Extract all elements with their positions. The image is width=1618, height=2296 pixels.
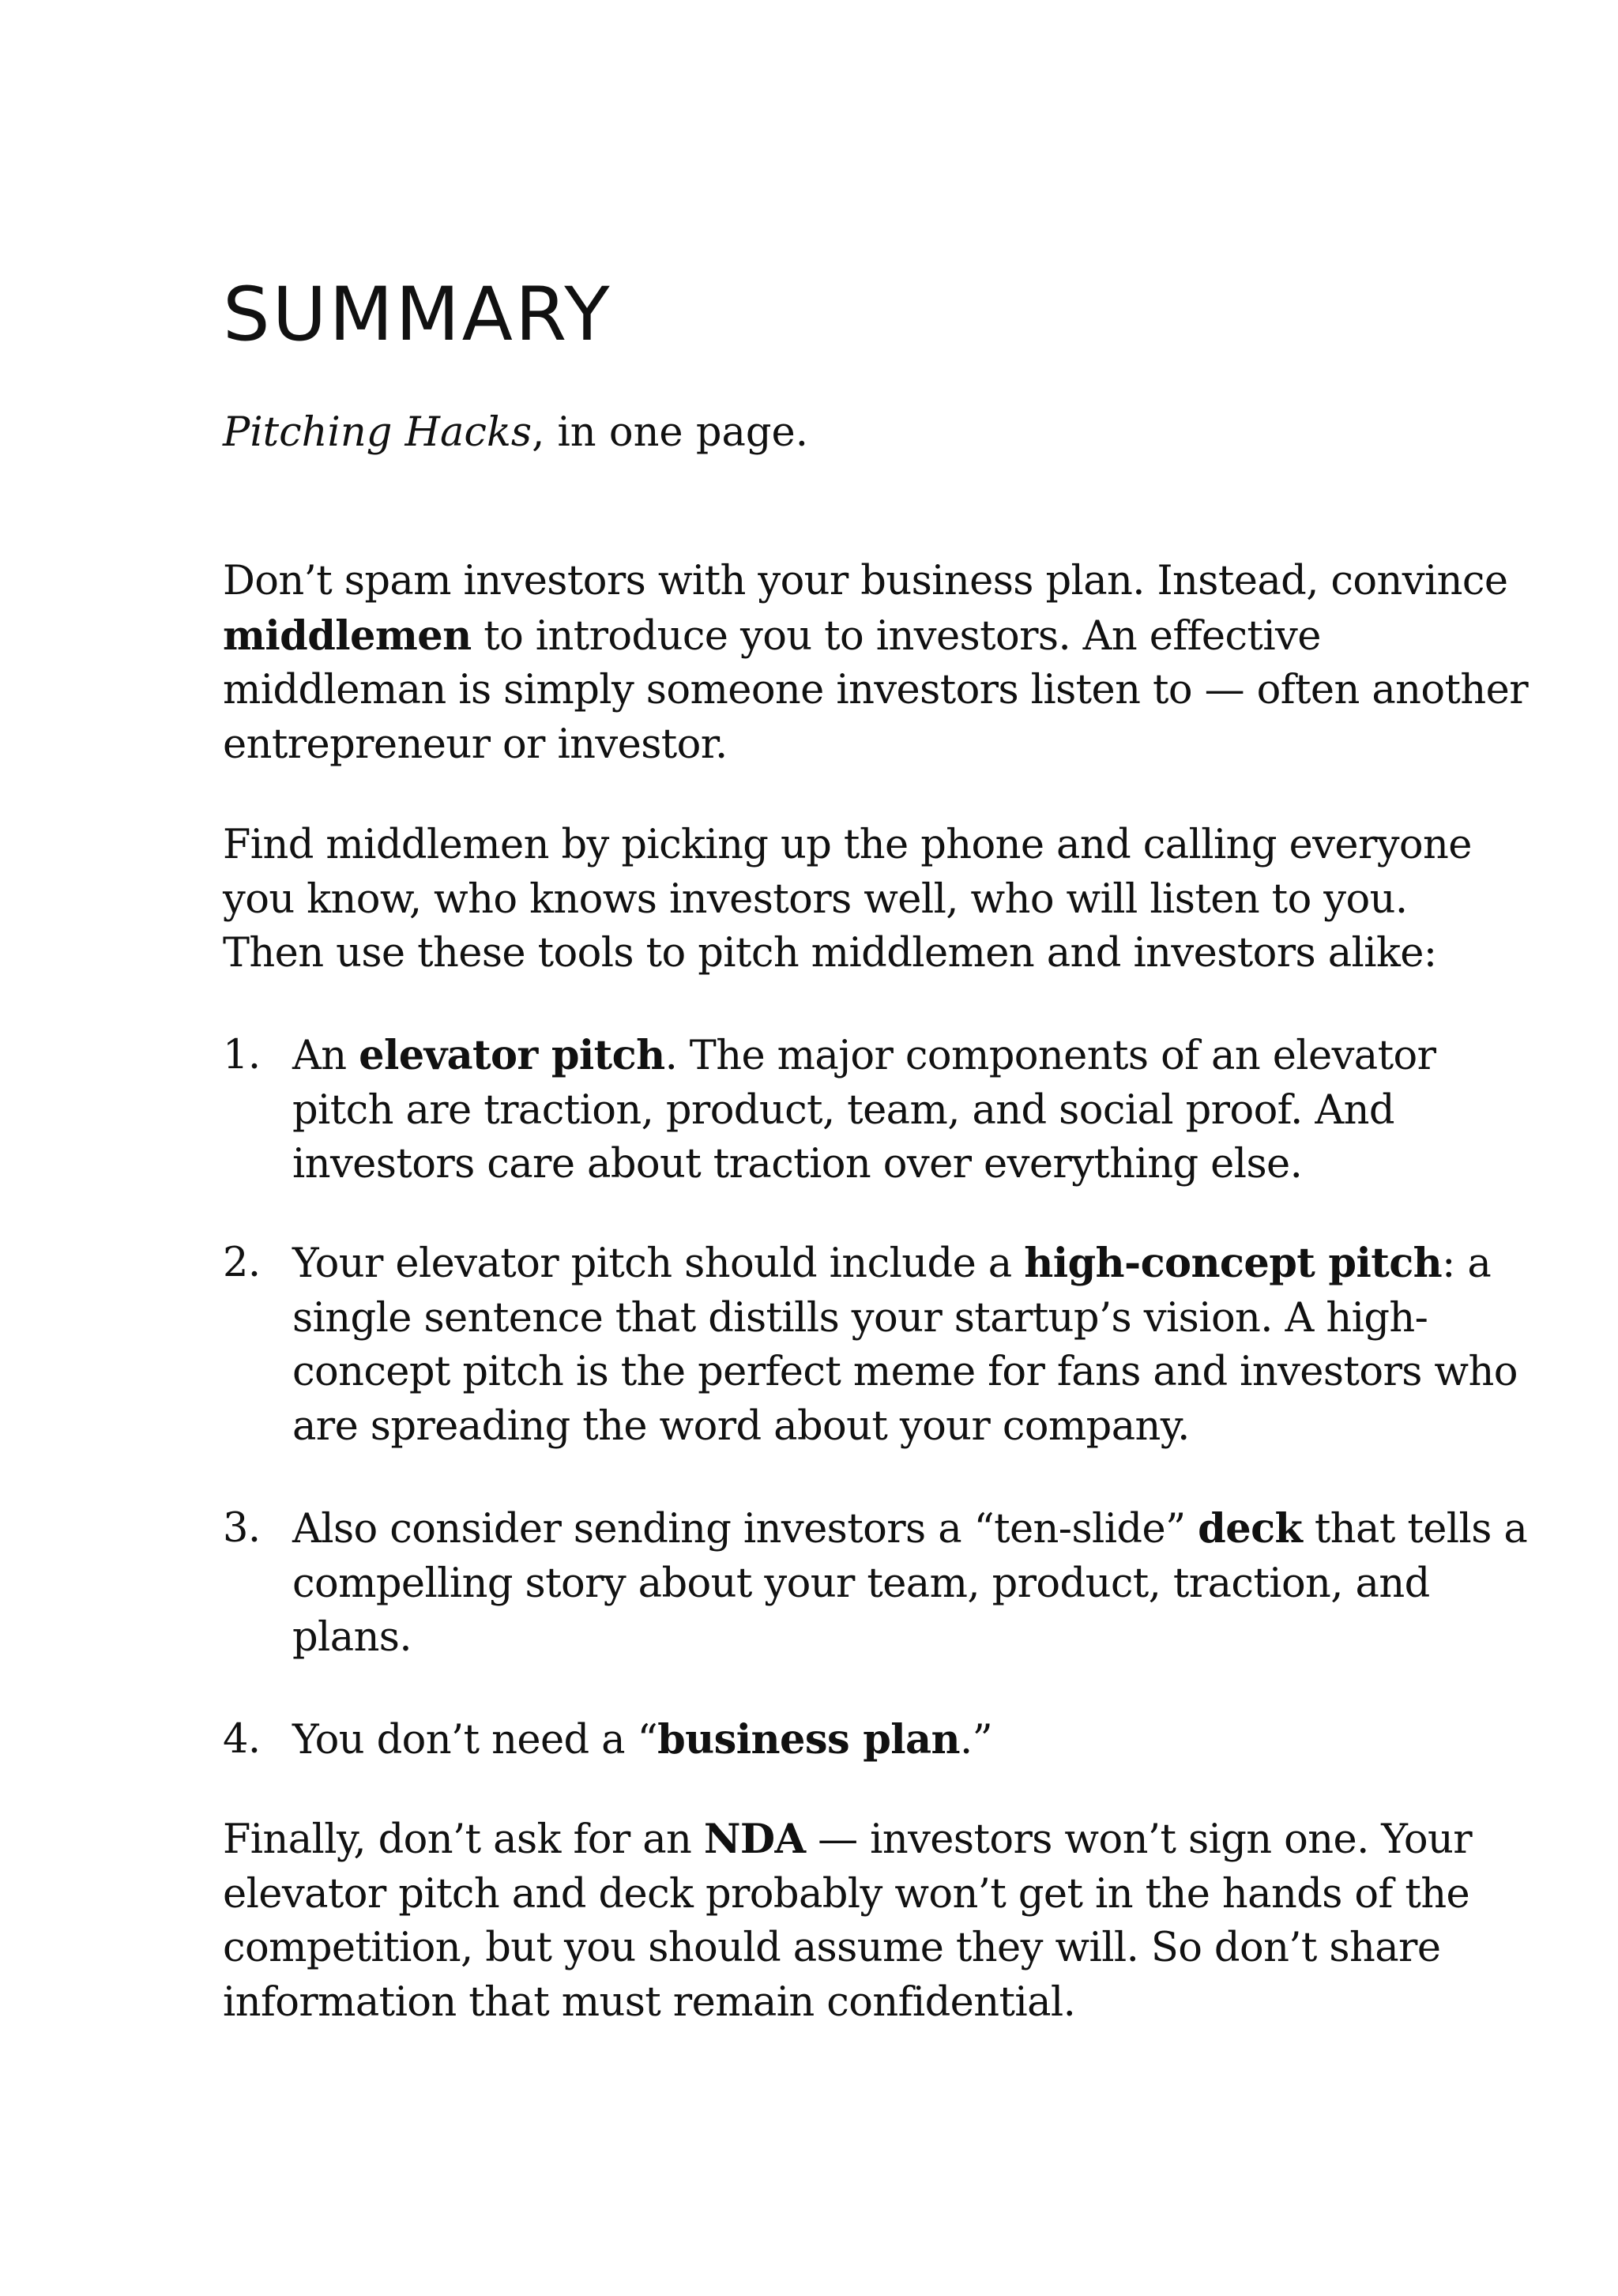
keyword-elevator-pitch: elevator pitch	[359, 1032, 665, 1079]
list-item-number: 4.	[223, 1716, 261, 1763]
text-line: are spreading the word about your company.	[292, 1402, 1190, 1450]
list-item-body	[292, 1502, 1527, 1666]
text-line: middleman is simply someone investors listen to — often another	[223, 667, 1528, 713]
text-line: information that must remain confidential.	[223, 1978, 1076, 2026]
text-line: Find middlemen by picking up the phone and calling everyone	[223, 822, 1472, 868]
list-item-body	[292, 1029, 1436, 1192]
text-line: single sentence that distills your startup’s vision. A high-	[292, 1294, 1428, 1342]
text-line	[292, 1713, 992, 1768]
text-fragment: An	[292, 1033, 359, 1079]
text-fragment: . The major components of an elevator	[664, 1033, 1436, 1079]
text-line: elevator pitch and deck probably won’t get in the hands of the	[223, 1870, 1470, 1918]
keyword-high-concept-pitch: high-concept pitch	[1024, 1240, 1443, 1287]
text-line: Don’t spam investors with your business plan. Instead, convince	[223, 558, 1508, 604]
page-subtitle	[223, 406, 808, 460]
list-item-number: 2.	[223, 1240, 261, 1286]
text-line	[223, 609, 1528, 664]
text-line	[223, 1812, 1472, 1868]
text-line	[292, 1236, 1518, 1292]
text-fragment: — investors won’t sign one. Your	[805, 1816, 1473, 1863]
intro-paragraph	[223, 555, 1528, 772]
text-line	[292, 1502, 1527, 1557]
text-line: pitch are traction, product, team, and social proof. And	[292, 1086, 1394, 1134]
keyword-business-plan: business plan	[657, 1716, 960, 1763]
text-fragment: .”	[959, 1717, 993, 1763]
page-title: SUMMARY	[223, 272, 612, 358]
keyword-middlemen: middlemen	[223, 612, 472, 660]
text-line	[292, 1029, 1436, 1084]
second-paragraph	[223, 819, 1472, 981]
text-line: competition, but you should assume they will. So don’t share	[223, 1925, 1441, 1971]
text-line: you know, who knows investors well, who will listen to you.	[223, 875, 1408, 923]
book-title: Pitching Hacks	[223, 409, 532, 456]
subtitle-rest: , in one page.	[532, 409, 808, 456]
list-item-number: 1.	[223, 1032, 261, 1078]
list-item-number: 3.	[223, 1505, 261, 1552]
text-fragment: Finally, don’t ask for an	[223, 1816, 704, 1863]
text-fragment: that tells a	[1302, 1506, 1528, 1553]
text-fragment: Your elevator pitch should include a	[292, 1240, 1025, 1287]
text-line: Then use these tools to pitch middlemen and investors alike:	[223, 930, 1437, 977]
keyword-deck: deck	[1198, 1505, 1303, 1553]
list-item-body	[292, 1713, 992, 1768]
text-line: entrepreneur or investor.	[223, 721, 728, 768]
text-line: concept pitch is the perfect meme for fans and investors who	[292, 1349, 1518, 1395]
text-fragment: You don’t need a “	[292, 1717, 658, 1763]
text-fragment: Also consider sending investors a “ten-slide”	[292, 1506, 1198, 1553]
list-item-body	[292, 1236, 1518, 1454]
keyword-nda: NDA	[703, 1816, 806, 1863]
text-fragment: : a	[1442, 1240, 1492, 1287]
text-line: plans.	[292, 1614, 412, 1661]
text-line: compelling story about your team, product, traction, and	[292, 1560, 1430, 1607]
text-line: investors care about traction over everything else.	[292, 1141, 1303, 1188]
final-paragraph	[223, 1812, 1472, 2030]
text-fragment: to introduce you to investors. An effective	[471, 612, 1321, 660]
